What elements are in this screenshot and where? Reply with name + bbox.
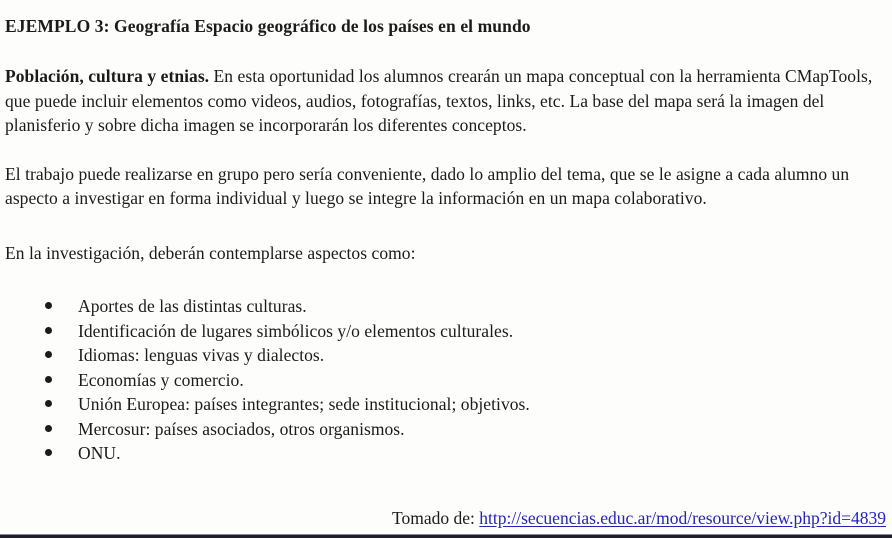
list-item <box>5 392 884 417</box>
bullet-icon <box>45 425 52 432</box>
aspects-list <box>5 294 884 466</box>
bullet-icon <box>45 327 52 334</box>
list-item <box>5 368 884 393</box>
list-item-text: Unión Europea: países integrantes; sede institucional; objetivos. <box>78 394 530 414</box>
paragraph-lead: Población, cultura y etnias. <box>5 66 210 86</box>
list-item-text: Aportes de las distintas culturas. <box>78 296 307 316</box>
bullet-icon <box>45 302 52 309</box>
list-item <box>5 294 884 319</box>
list-item-text: ONU. <box>78 443 121 463</box>
bullet-icon <box>45 376 52 383</box>
list-item-text: Identificación de lugares simbólicos y/o elementos culturales. <box>78 320 514 341</box>
list-item-text: Idiomas: lenguas vivas y dialectos. <box>78 345 325 365</box>
list-item <box>5 343 884 368</box>
paragraph-trabajo: El trabajo puede realizarse en grupo pero sería conveniente, dado lo amplio del tema, que se le asigne a cada alumno un aspecto a investigar en forma individual y luego se integre la información en un mapa colaborativo. <box>5 163 850 208</box>
paragraph-poblacion <box>5 64 884 138</box>
paragraph-investigacion: En la investigación, deberán contemplarse aspectos como: <box>5 242 416 263</box>
source-label: Tomado de: <box>392 508 480 528</box>
bullet-icon <box>45 449 52 456</box>
source-attribution <box>392 506 886 530</box>
bullet-icon <box>45 400 52 407</box>
page-title: EJEMPLO 3: Geografía Espacio geográfico de los países en el mundo <box>5 16 531 36</box>
list-item-text: Mercosur: países asociados, otros organismos. <box>78 418 405 439</box>
bottom-divider <box>0 534 892 538</box>
list-item-text: Economías y comercio. <box>78 369 244 390</box>
list-item <box>5 319 884 344</box>
paragraph-body: En esta oportunidad los alumnos crearán un mapa conceptual con la herramienta CMapTools, que puede incluir elementos como videos, audios, fotografías, textos, links, etc. La base del mapa será la imagen del planisferio y sobre dicha imagen se incorporarán los diferentes conceptos. <box>5 66 873 135</box>
source-link[interactable]: http://secuencias.educ.ar/mod/resource/view.php?id=4839 <box>479 508 886 528</box>
list-item <box>5 441 884 466</box>
list-item <box>5 417 884 442</box>
bullet-icon <box>45 351 52 358</box>
